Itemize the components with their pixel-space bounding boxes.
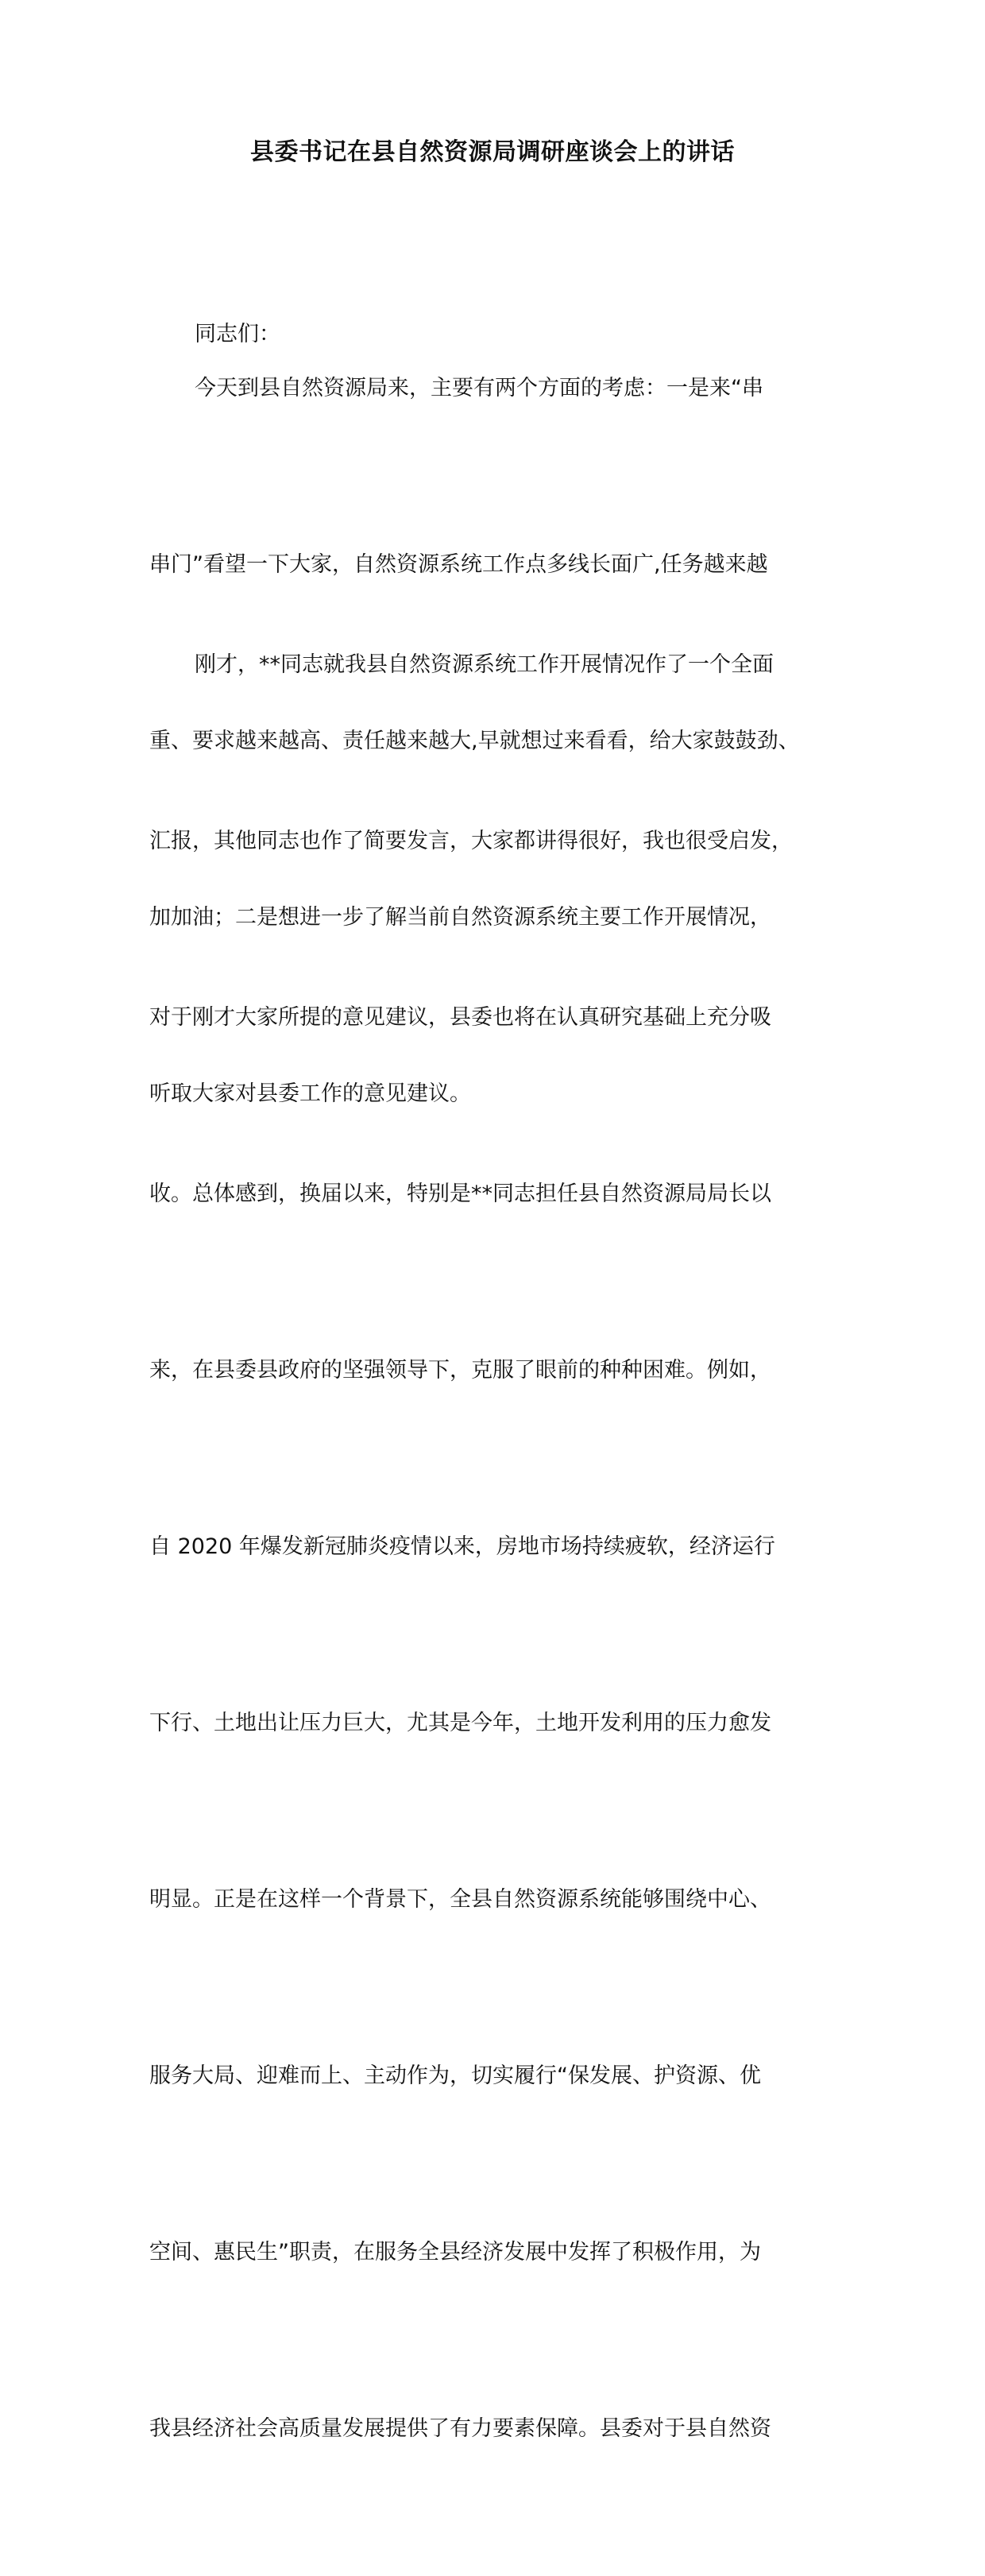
paragraph-line: 明显。正是在这样一个背景下，全县自然资源系统能够围绕中心、 (149, 1887, 771, 1912)
paragraph-line: 加加油；二是想进一步了解当前自然资源系统主要工作开展情况， (149, 905, 771, 930)
paragraph-line: 串门”看望一下大家，自然资源系统工作点多线长面广,任务越来越 (149, 552, 768, 577)
document-title: 县委书记在县自然资源局调研座谈会上的讲话 (250, 138, 735, 166)
paragraph-line: 空间、惠民生”职责，在服务全县经济发展中发挥了积极作用，为 (149, 2240, 761, 2265)
paragraph-line: 我县经济社会高质量发展提供了有力要素保障。县委对于县自然资 (149, 2416, 771, 2441)
paragraph-line: 对于刚才大家所提的意见建议，县委也将在认真研究基础上充分吸 (149, 1005, 771, 1030)
paragraph-line: 下行、土地出让压力巨大，尤其是今年，土地开发利用的压力愈发 (149, 1711, 771, 1735)
salutation-line: 同志们： (195, 322, 280, 346)
paragraph-line: 重、要求越来越高、责任越来越大,早就想过来看看，给大家鼓鼓劲、 (149, 729, 800, 753)
paragraph-line: 服务大局、迎难而上、主动作为，切实履行“保发展、护资源、优 (149, 2064, 761, 2088)
paragraph-line: 听取大家对县委工作的意见建议。 (149, 1081, 471, 1106)
paragraph-line: 来，在县委县政府的坚强领导下，克服了眼前的种种困难。例如， (149, 1358, 771, 1383)
paragraph-line: 自 2020 年爆发新冠肺炎疫情以来，房地市场持续疲软，经济运行 (149, 1534, 775, 1559)
paragraph-2 (149, 518, 858, 2576)
paragraph-line: 刚才，**同志就我县自然资源系统工作开展情况作了一个全面 (195, 652, 774, 677)
paragraph-line: 汇报，其他同志也作了简要发言，大家都讲得很好，我也很受启发， (149, 829, 793, 853)
paragraph-line: 今天到县自然资源局来，主要有两个方面的考虑：一是来“串 (195, 376, 763, 400)
paragraph-line: 收。总体感到，换届以来，特别是**同志担任县自然资源局局长以 (149, 1182, 771, 1206)
